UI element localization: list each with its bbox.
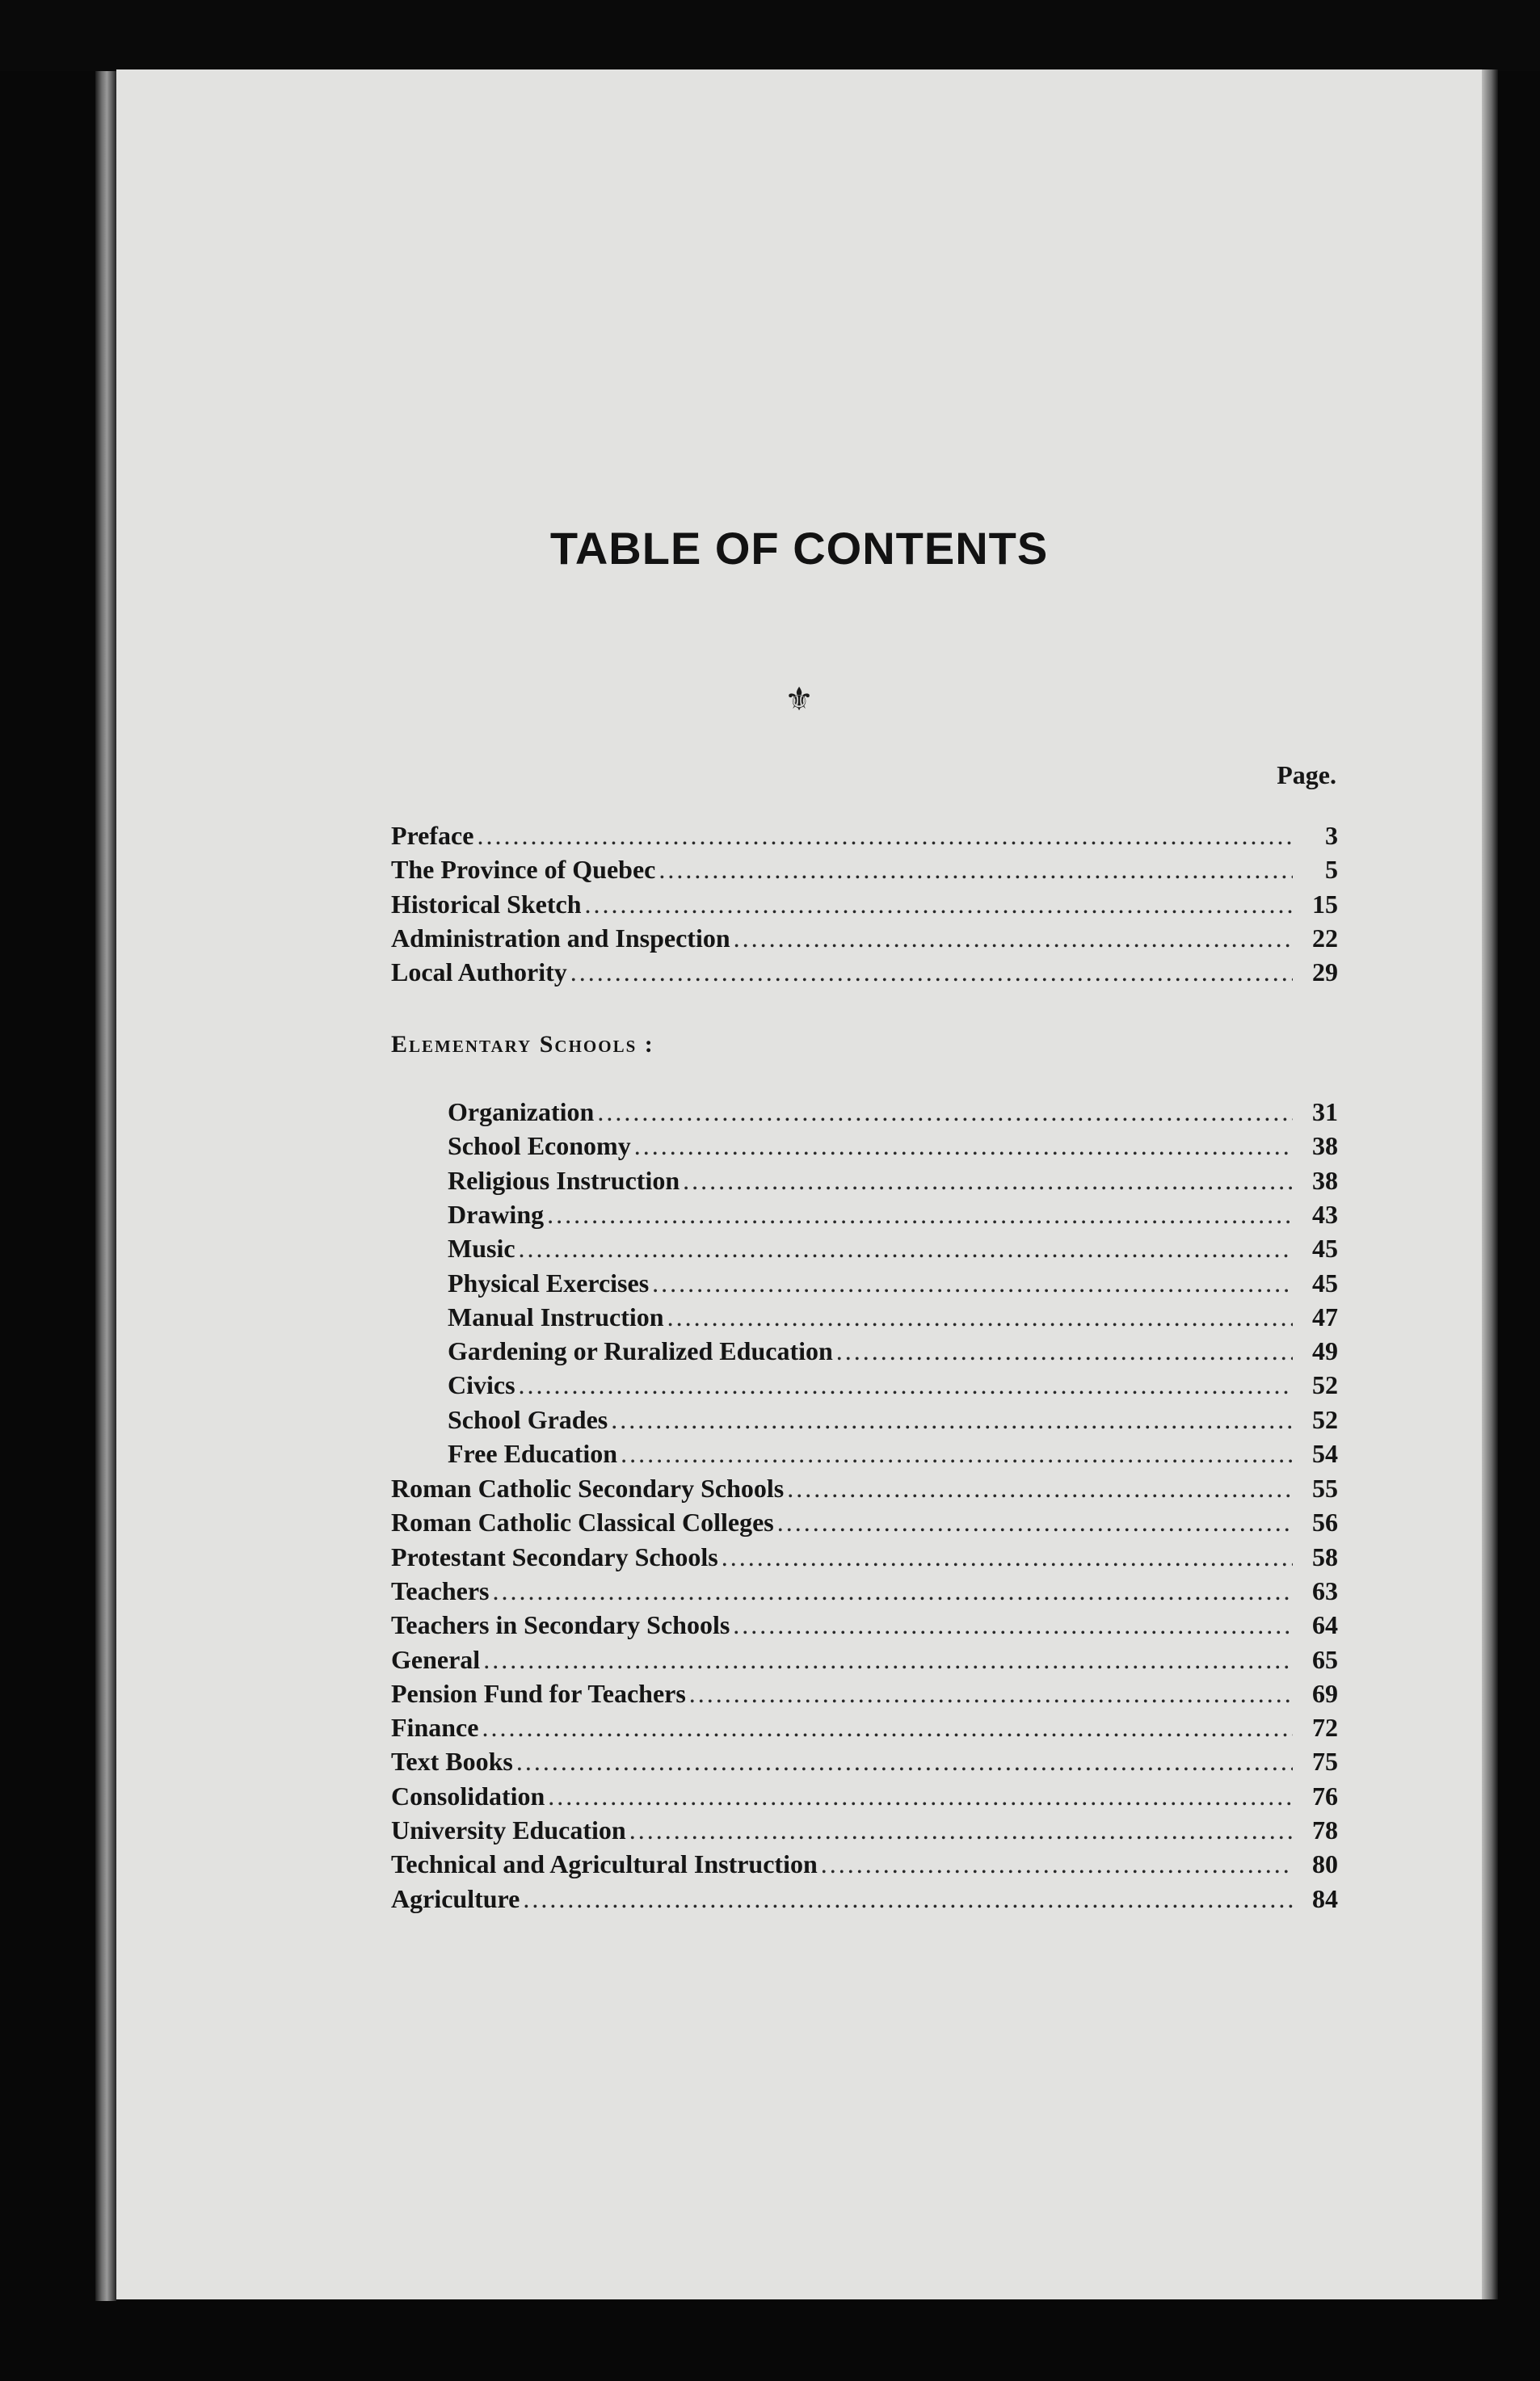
toc-entry-label: Historical Sketch — [391, 889, 582, 919]
toc-entry-label: Roman Catholic Classical Colleges — [391, 1508, 774, 1538]
toc-entry — [391, 1884, 1338, 1916]
toc-entry-page-number: 63 — [1312, 1575, 1338, 1605]
toc-entry-label: Religious Instruction — [448, 1165, 680, 1195]
toc-entry-page-number: 15 — [1312, 889, 1338, 919]
toc-entry — [391, 1679, 1338, 1711]
dot-leader — [634, 1131, 1293, 1161]
toc-entry-label: Teachers — [391, 1575, 490, 1605]
dot-leader — [722, 1542, 1293, 1572]
dot-leader — [492, 1576, 1293, 1606]
dot-leader — [570, 957, 1293, 987]
toc-entry-page-number: 22 — [1312, 923, 1338, 953]
toc-entry — [448, 1097, 1338, 1130]
toc-entry-page-number: 56 — [1312, 1508, 1338, 1538]
dot-leader — [585, 890, 1293, 919]
page-right-edge — [1482, 69, 1498, 2299]
toc-entry-label: Physical Exercises — [448, 1268, 650, 1298]
toc-entry — [391, 821, 1338, 853]
toc-entry — [391, 1610, 1338, 1643]
table-of-contents — [116, 69, 1482, 2299]
toc-entry-page-number: 80 — [1312, 1849, 1338, 1879]
toc-entry-page-number: 52 — [1312, 1370, 1338, 1400]
dot-leader — [523, 1884, 1293, 1914]
toc-entry-page-number: 38 — [1312, 1165, 1338, 1195]
dot-leader — [734, 923, 1293, 953]
toc-entry-page-number: 45 — [1312, 1268, 1338, 1298]
toc-entry-label: Roman Catholic Secondary Schools — [391, 1474, 785, 1503]
dot-leader — [621, 1439, 1293, 1469]
dot-leader — [482, 1713, 1293, 1743]
toc-entry — [448, 1336, 1338, 1369]
toc-entry-page-number: 72 — [1312, 1713, 1338, 1743]
toc-entry-label: School Economy — [448, 1131, 631, 1161]
dot-leader — [689, 1679, 1293, 1709]
scan-top-border — [0, 0, 1540, 71]
toc-entry-label: Organization — [448, 1097, 595, 1126]
dot-leader — [548, 1782, 1293, 1811]
toc-entry-label: Technical and Agricultural Instruction — [391, 1849, 818, 1879]
toc-entry-label: Finance — [391, 1713, 479, 1743]
fleur-de-lis-icon: ⚜ — [785, 681, 814, 717]
dot-leader — [516, 1747, 1293, 1777]
dot-leader — [821, 1849, 1293, 1879]
toc-entry-page-number: 49 — [1312, 1336, 1338, 1366]
dot-leader — [836, 1336, 1293, 1366]
dot-leader — [683, 1166, 1293, 1196]
toc-entry-page-number: 52 — [1312, 1404, 1338, 1434]
dot-leader — [658, 855, 1293, 885]
dot-leader — [777, 1508, 1293, 1538]
toc-entry — [391, 1849, 1338, 1882]
toc-entry — [391, 1645, 1338, 1677]
toc-entry — [448, 1200, 1338, 1232]
toc-entry-page-number: 43 — [1312, 1199, 1338, 1229]
toc-entry-label: School Grades — [448, 1404, 608, 1434]
toc-entry — [448, 1405, 1338, 1437]
toc-entry-page-number: 29 — [1312, 957, 1338, 987]
dot-leader — [629, 1815, 1293, 1845]
document-page — [116, 69, 1482, 2299]
toc-entry-label: The Province of Quebec — [391, 855, 656, 885]
toc-entry-page-number: 58 — [1312, 1542, 1338, 1571]
book-binding-edge — [95, 71, 116, 2301]
toc-entry-label: Manual Instruction — [448, 1302, 664, 1331]
toc-entry-label: Free Education — [448, 1439, 618, 1468]
toc-entry-page-number: 64 — [1312, 1610, 1338, 1640]
toc-entry-page-number: 69 — [1312, 1678, 1338, 1708]
toc-entry — [391, 1713, 1338, 1745]
dot-leader — [483, 1645, 1293, 1675]
toc-entry-page-number: 65 — [1312, 1644, 1338, 1674]
dot-leader — [547, 1200, 1293, 1230]
toc-entry — [391, 957, 1338, 990]
toc-entry-label: Administration and Inspection — [391, 923, 730, 953]
toc-entry — [391, 855, 1338, 887]
dot-leader — [477, 821, 1293, 851]
dot-leader — [611, 1405, 1293, 1435]
toc-entry-page-number: 38 — [1312, 1131, 1338, 1161]
toc-entry — [391, 1747, 1338, 1779]
toc-entry-page-number: 47 — [1312, 1302, 1338, 1331]
dot-leader — [733, 1610, 1293, 1640]
toc-entry — [448, 1166, 1338, 1198]
section-heading-elementary-schools: Elementary Schools : — [391, 1031, 654, 1058]
toc-entry-page-number: 31 — [1312, 1097, 1338, 1126]
dot-leader — [519, 1234, 1293, 1264]
dot-leader — [519, 1370, 1293, 1400]
toc-entry-page-number: 75 — [1312, 1747, 1338, 1777]
toc-entry — [391, 1542, 1338, 1575]
toc-entry-label: Protestant Secondary Schools — [391, 1542, 718, 1571]
toc-entry — [391, 1815, 1338, 1848]
dot-leader — [597, 1097, 1293, 1127]
toc-entry-label: General — [391, 1644, 481, 1674]
toc-entry — [391, 1782, 1338, 1814]
toc-entry-label: Agriculture — [391, 1883, 520, 1913]
toc-entry — [391, 1576, 1338, 1609]
toc-entry — [448, 1370, 1338, 1403]
toc-entry-page-number: 5 — [1325, 855, 1338, 885]
toc-entry-label: Teachers in Secondary Schools — [391, 1610, 730, 1640]
toc-entry-label: Music — [448, 1234, 515, 1264]
toc-entry-label: Preface — [391, 821, 474, 850]
toc-entry — [391, 890, 1338, 922]
toc-entry-label: Local Authority — [391, 957, 567, 987]
dot-leader — [652, 1268, 1293, 1298]
toc-entry-page-number: 84 — [1312, 1883, 1338, 1913]
toc-entry-page-number: 55 — [1312, 1474, 1338, 1503]
dot-leader — [787, 1474, 1293, 1504]
toc-entry-label: Text Books — [391, 1747, 513, 1777]
toc-entry — [448, 1234, 1338, 1266]
page-title: TABLE OF CONTENTS — [549, 523, 1049, 574]
toc-entry-page-number: 45 — [1312, 1234, 1338, 1264]
toc-entry — [391, 1474, 1338, 1506]
toc-entry — [391, 1508, 1338, 1540]
toc-entry-label: Civics — [448, 1370, 515, 1400]
toc-entry-page-number: 54 — [1312, 1439, 1338, 1468]
toc-entry-label: University Education — [391, 1815, 626, 1845]
toc-entry-page-number: 78 — [1312, 1815, 1338, 1845]
toc-entry — [448, 1439, 1338, 1471]
toc-entry-label: Pension Fund for Teachers — [391, 1678, 686, 1708]
toc-entry-page-number: 76 — [1312, 1781, 1338, 1811]
page-column-heading: Page. — [1277, 760, 1336, 789]
toc-entry-label: Gardening or Ruralized Education — [448, 1336, 833, 1366]
dot-leader — [667, 1302, 1293, 1332]
toc-entry-label: Consolidation — [391, 1781, 545, 1811]
toc-entry-page-number: 3 — [1325, 821, 1338, 850]
toc-entry — [448, 1302, 1338, 1335]
toc-entry — [448, 1131, 1338, 1163]
toc-entry-label: Drawing — [448, 1199, 545, 1229]
toc-entry — [448, 1268, 1338, 1301]
toc-entry — [391, 923, 1338, 956]
